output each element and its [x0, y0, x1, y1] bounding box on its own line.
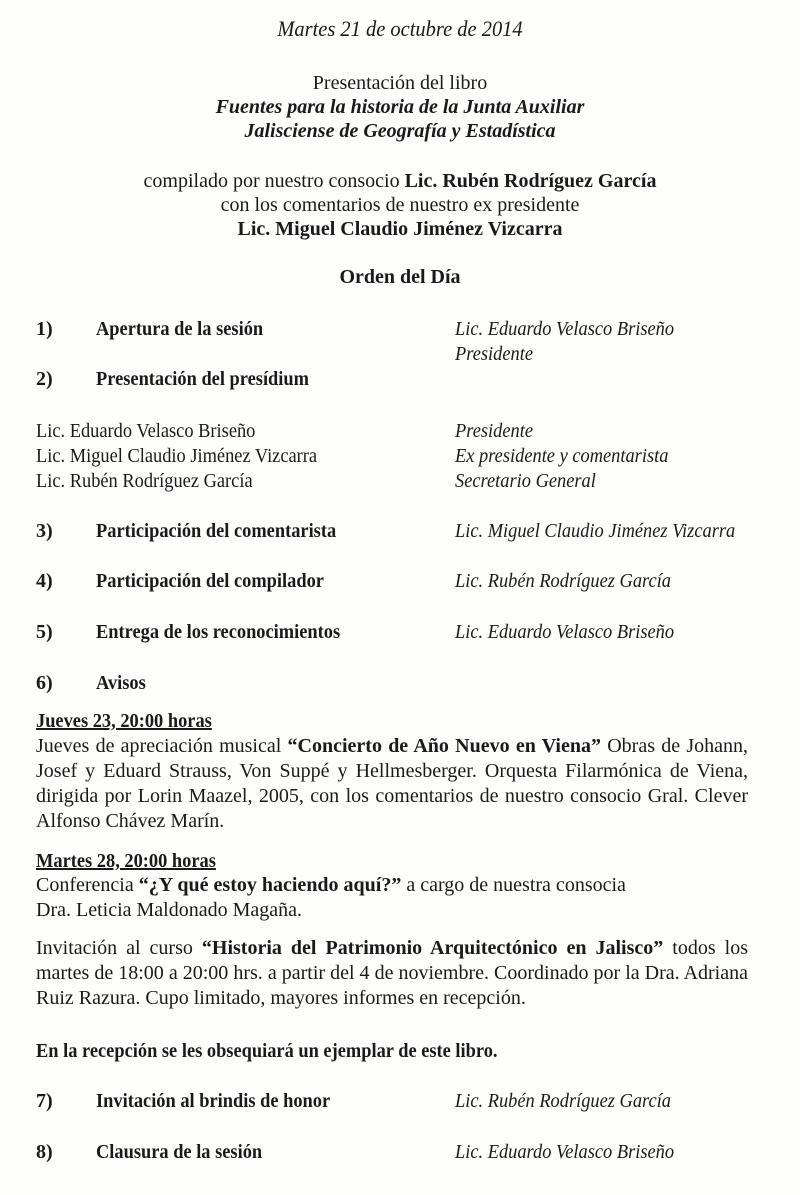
agenda-item-8-responsible: Lic. Eduardo Velasco Briseño	[455, 1141, 675, 1163]
book-title-line2: Jalisciense de Geografía y Estadística	[244, 120, 556, 142]
presidium-name-1: Lic. Eduardo Velasco Briseño	[36, 420, 256, 442]
notice-3-course-title: “Historia del Patrimonio Arquitectónico en Jalisco”	[201, 937, 664, 959]
notice-2-line2: Dra. Leticia Maldonado Magaña.	[36, 899, 303, 921]
agenda-item-5-responsible: Lic. Eduardo Velasco Briseño	[455, 621, 675, 643]
agenda-item-4-number: 4)	[36, 570, 53, 592]
agenda-item-7-number: 7)	[36, 1090, 53, 1112]
notice-3-text-post: todos los martes de 18:00 a 20:00 hrs. a partir del 4 de noviembre. Coordinado por la Dra. Adriana Ruiz Razura. Cupo limitado, mayores informes en recepción.	[36, 937, 749, 1009]
agenda-item-6-number: 6)	[36, 672, 53, 694]
agenda-item-2-title: Presentación del presídium	[96, 368, 309, 390]
notice-1-heading: Jueves 23, 20:00 horas	[36, 710, 212, 732]
notice-1-event-title: “Concierto de Año Nuevo en Viena”	[287, 735, 601, 757]
agenda-item-5-number: 5)	[36, 621, 53, 643]
notice-1-text-post: Obras de Johann, Josef y Eduard Strauss, Von Suppé y Hellmesberger. Orquesta Filarmónica de Viena, dirigida por Lorin Maazel, 2005, con los comentarios de nuestro consocio Gral. Clever Alfonso Chávez Marín.	[36, 735, 748, 832]
agenda-item-1-number: 1)	[36, 318, 53, 340]
agenda-item-6-title: Avisos	[96, 672, 146, 694]
agenda-item-1-role: Presidente	[455, 343, 534, 365]
notice-1-text-pre: Jueves de apreciación musical	[36, 735, 288, 757]
agenda-item-2-number: 2)	[36, 368, 53, 390]
presentation-label: Presentación del libro	[312, 72, 488, 94]
agenda-item-3-responsible: Lic. Miguel Claudio Jiménez Vizcarra	[455, 520, 736, 542]
presidium-role-2: Ex presidente y comentarista	[455, 445, 669, 467]
notice-3-text	[36, 936, 748, 1011]
agenda-title: Orden del Día	[339, 266, 461, 288]
gift-note: En la recepción se les obsequiará un ejemplar de este libro.	[36, 1040, 498, 1062]
notice-2-line1	[36, 874, 626, 897]
notice-1-text	[36, 734, 748, 834]
agenda-item-3-title: Participación del comentarista	[96, 520, 337, 542]
agenda-item-7-title: Invitación al brindis de honor	[96, 1090, 331, 1112]
presidium-role-3: Secretario General	[455, 470, 596, 492]
agenda-item-5-title: Entrega de los reconocimientos	[96, 621, 341, 643]
compiler-name: Lic. Rubén Rodríguez García	[404, 170, 657, 192]
notice-2-text-post: a cargo de nuestra consocia	[401, 874, 626, 896]
book-title-line1: Fuentes para la historia de la Junta Auxiliar	[215, 96, 585, 118]
agenda-item-8-title: Clausura de la sesión	[96, 1141, 263, 1163]
agenda-item-1-title: Apertura de la sesión	[96, 318, 264, 340]
commentator-name: Lic. Miguel Claudio Jiménez Vizcarra	[237, 218, 563, 240]
agenda-item-7-responsible: Lic. Rubén Rodríguez García	[455, 1090, 672, 1112]
compiled-by-prefix: compilado por nuestro consocio	[143, 170, 405, 192]
agenda-item-3-number: 3)	[36, 520, 53, 542]
compiled-by-line	[0, 170, 800, 193]
comments-line: con los comentarios de nuestro ex presidente	[220, 194, 580, 216]
agenda-item-8-number: 8)	[36, 1141, 53, 1163]
agenda-item-4-title: Participación del compilador	[96, 570, 324, 592]
event-date: Martes 21 de octubre de 2014	[277, 16, 523, 41]
notice-2-text-pre: Conferencia	[36, 874, 139, 896]
agenda-item-1-responsible: Lic. Eduardo Velasco Briseño	[455, 318, 675, 340]
agenda-item-4-responsible: Lic. Rubén Rodríguez García	[455, 570, 672, 592]
notice-2-heading: Martes 28, 20:00 horas	[36, 850, 216, 872]
presidium-name-3: Lic. Rubén Rodríguez García	[36, 470, 253, 492]
presidium-role-1: Presidente	[455, 420, 534, 442]
notice-3-text-pre: Invitación al curso	[36, 937, 202, 959]
presidium-name-2: Lic. Miguel Claudio Jiménez Vizcarra	[36, 445, 318, 467]
notice-2-event-title: “¿Y qué estoy haciendo aquí?”	[138, 874, 402, 896]
